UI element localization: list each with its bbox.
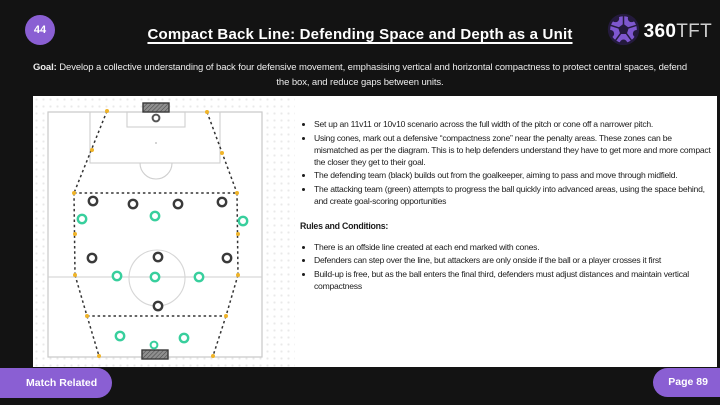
cone-marker — [73, 273, 77, 277]
cone-marker — [205, 110, 209, 114]
cone-marker — [105, 109, 109, 113]
goal-top — [143, 103, 169, 112]
cone-marker — [72, 191, 76, 195]
goalkeeper-marker-green — [151, 342, 158, 349]
player-marker-green — [180, 334, 188, 342]
goal-statement — [32, 60, 688, 90]
player-marker-green — [151, 212, 159, 220]
page-title: Compact Back Line: Defending Space and Depth as a Unit — [147, 26, 573, 43]
player-marker-black — [218, 198, 226, 206]
brand-name-bold: 360 — [643, 21, 677, 42]
cone-marker — [220, 151, 224, 155]
page-number-badge: Page 89 — [653, 368, 720, 397]
goal-label: Goal: — [32, 62, 57, 73]
category-badge: Match Related — [0, 368, 112, 398]
player-marker-black — [89, 197, 97, 205]
player-marker-green — [78, 215, 86, 223]
player-marker-green — [239, 217, 247, 225]
goal-text: Develop a collective understanding of back four defensive movement, emphasising vertical and horizontal compactness to protect central spaces, defend the box, and reduce gaps between units. — [59, 62, 688, 88]
cone-marker — [211, 354, 215, 358]
goalkeeper-marker-black — [153, 115, 160, 122]
brand-name-light: TFT — [676, 21, 712, 42]
list-item: • Defenders can step over the line, but attackers are only onside if the ball or a player crosses it first — [314, 254, 717, 266]
player-marker-black — [154, 302, 162, 310]
content-panel — [33, 96, 717, 367]
list-item: • The defending team (black) builds out from the goalkeeper, aiming to pass and move through midfield. — [314, 169, 717, 181]
player-marker-green — [151, 273, 159, 281]
cone-marker — [236, 232, 240, 236]
player-marker-green — [113, 272, 121, 280]
list-item: • Set up an 11v11 or 10v10 scenario across the full width of the pitch or cone off a narrower pitch. — [314, 118, 717, 130]
setup-bullet-list — [300, 118, 717, 207]
pitch-diagram — [33, 96, 295, 367]
cone-marker — [224, 314, 228, 318]
player-marker-green — [116, 332, 124, 340]
player-marker-black — [154, 253, 162, 261]
rules-bullet-list — [300, 241, 717, 292]
cone-marker — [235, 191, 239, 195]
player-marker-black — [223, 254, 231, 262]
brand-logo — [607, 13, 712, 51]
rules-heading: Rules and Conditions: — [300, 220, 389, 231]
list-item: • The attacking team (green) attempts to progress the ball quickly into advanced areas, using the space behind, and create goal-scoring opportunities — [314, 183, 717, 207]
list-item: • There is an offside line created at each end marked with cones. — [314, 241, 717, 253]
slide-number: 44 — [33, 24, 47, 36]
list-item: • Build-up is free, but as the ball enters the final third, defenders must adjust distances and maintain vertical compactness — [314, 268, 717, 292]
goal-bottom — [142, 350, 168, 359]
list-item: • Using cones, mark out a defensive “compactness zone” near the penalty areas. These zones can be mismatched as per the diagram. This is to help defenders understand they have to get more and more compact the closer they get to their goal. — [314, 132, 717, 168]
pitch-markings — [48, 112, 262, 357]
player-marker-black — [88, 254, 96, 262]
player-marker-black — [174, 200, 182, 208]
cone-marker — [236, 273, 240, 277]
player-marker-green — [195, 273, 203, 281]
cone-marker — [73, 232, 77, 236]
cone-marker — [97, 354, 101, 358]
player-marker-black — [129, 200, 137, 208]
instructions-column — [300, 118, 717, 293]
cone-marker — [85, 314, 89, 318]
brand-name — [644, 21, 712, 43]
soccer-ball-icon — [607, 13, 640, 51]
cone-marker — [90, 148, 94, 152]
